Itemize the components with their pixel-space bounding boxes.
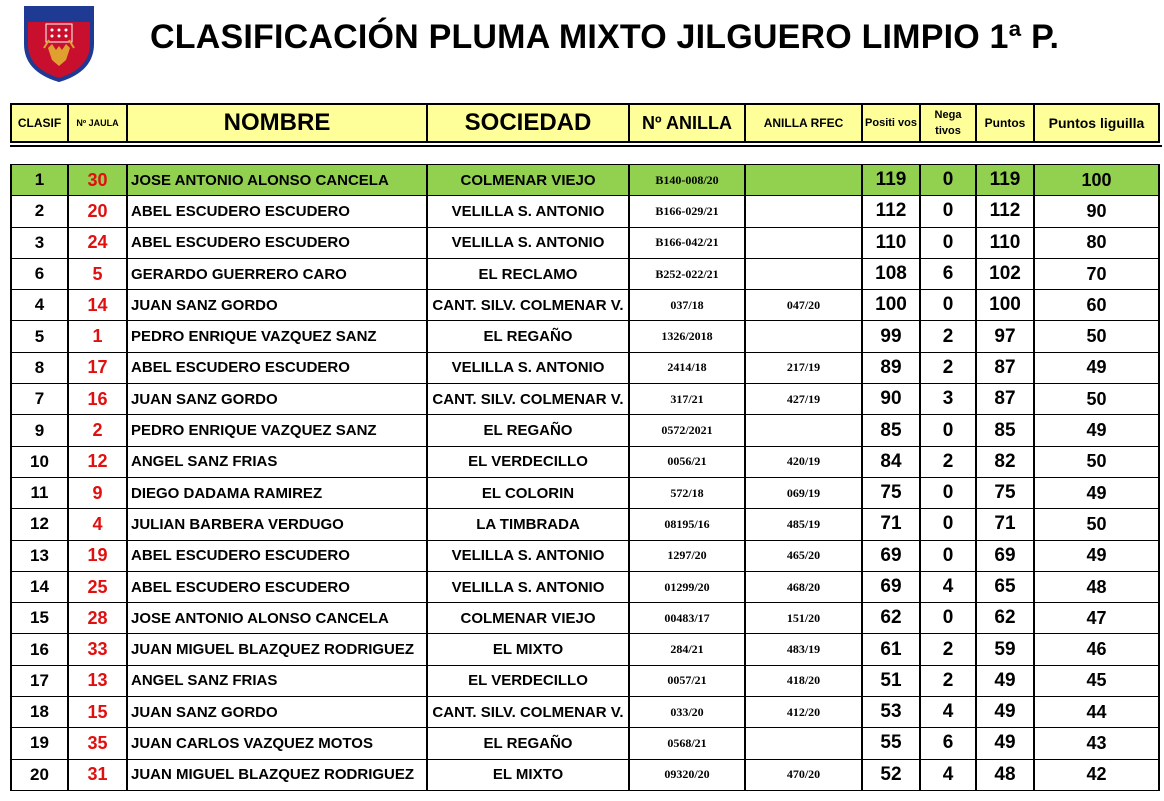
cell-jaula: 12 <box>68 446 127 477</box>
cell-nombre: GERARDO GUERRERO CARO <box>127 258 427 289</box>
cell-clasif: 17 <box>11 665 68 696</box>
cell-anilla-rfec: 069/19 <box>745 477 862 508</box>
cell-anilla: 01299/20 <box>629 571 745 602</box>
cell-anilla-rfec: 412/20 <box>745 697 862 728</box>
cell-positivos: 119 <box>862 165 920 196</box>
cell-sociedad: EL MIXTO <box>427 634 629 665</box>
cell-nombre: ABEL ESCUDERO ESCUDERO <box>127 196 427 227</box>
cell-positivos: 90 <box>862 384 920 415</box>
cell-negativos: 0 <box>920 477 976 508</box>
table-row <box>11 196 1159 227</box>
header-liguilla: Puntos liguilla <box>1034 104 1159 142</box>
cell-anilla: 0056/21 <box>629 446 745 477</box>
cell-sociedad: VELILLA S. ANTONIO <box>427 227 629 258</box>
cell-anilla: B140-008/20 <box>629 165 745 196</box>
cell-nombre: PEDRO ENRIQUE VAZQUEZ SANZ <box>127 321 427 352</box>
cell-liguilla: 45 <box>1034 665 1159 696</box>
cell-nombre: PEDRO ENRIQUE VAZQUEZ SANZ <box>127 415 427 446</box>
cell-anilla-rfec: 427/19 <box>745 384 862 415</box>
header-negativos-line2: tivos <box>935 125 961 137</box>
cell-anilla: 2414/18 <box>629 352 745 383</box>
cell-positivos: 69 <box>862 540 920 571</box>
cell-negativos: 4 <box>920 759 976 790</box>
cell-puntos: 71 <box>976 509 1034 540</box>
cell-anilla-rfec: 151/20 <box>745 603 862 634</box>
cell-puntos: 49 <box>976 697 1034 728</box>
cell-puntos: 49 <box>976 665 1034 696</box>
header-anilla: Nº ANILLA <box>629 104 745 142</box>
cell-negativos: 0 <box>920 415 976 446</box>
table-row <box>11 540 1159 571</box>
cell-anilla: 033/20 <box>629 697 745 728</box>
cell-negativos: 0 <box>920 196 976 227</box>
cell-nombre: JUAN SANZ GORDO <box>127 290 427 321</box>
cell-anilla-rfec <box>745 258 862 289</box>
cell-clasif: 7 <box>11 384 68 415</box>
table-row <box>11 290 1159 321</box>
cell-sociedad: EL COLORIN <box>427 477 629 508</box>
cell-anilla-rfec: 047/20 <box>745 290 862 321</box>
cell-anilla-rfec: 465/20 <box>745 540 862 571</box>
cell-clasif: 8 <box>11 352 68 383</box>
cell-nombre: JULIAN BARBERA VERDUGO <box>127 509 427 540</box>
cell-liguilla: 50 <box>1034 384 1159 415</box>
cell-positivos: 89 <box>862 352 920 383</box>
cell-sociedad: LA TIMBRADA <box>427 509 629 540</box>
cell-jaula: 33 <box>68 634 127 665</box>
cell-anilla-rfec: 468/20 <box>745 571 862 602</box>
table-row <box>11 321 1159 352</box>
cell-anilla: 572/18 <box>629 477 745 508</box>
cell-nombre: ANGEL SANZ FRIAS <box>127 446 427 477</box>
cell-clasif: 2 <box>11 196 68 227</box>
cell-liguilla: 90 <box>1034 196 1159 227</box>
cell-negativos: 4 <box>920 571 976 602</box>
cell-nombre: JUAN SANZ GORDO <box>127 384 427 415</box>
cell-clasif: 1 <box>11 165 68 196</box>
cell-clasif: 18 <box>11 697 68 728</box>
cell-liguilla: 49 <box>1034 352 1159 383</box>
cell-liguilla: 60 <box>1034 290 1159 321</box>
cell-sociedad: VELILLA S. ANTONIO <box>427 196 629 227</box>
cell-jaula: 31 <box>68 759 127 790</box>
cell-sociedad: EL REGAÑO <box>427 728 629 759</box>
cell-positivos: 51 <box>862 665 920 696</box>
cell-anilla: 08195/16 <box>629 509 745 540</box>
cell-positivos: 55 <box>862 728 920 759</box>
cell-sociedad: EL REGAÑO <box>427 321 629 352</box>
cell-puntos: 102 <box>976 258 1034 289</box>
table-row <box>11 446 1159 477</box>
cell-jaula: 35 <box>68 728 127 759</box>
cell-negativos: 2 <box>920 665 976 696</box>
cell-anilla: 09320/20 <box>629 759 745 790</box>
cell-jaula: 25 <box>68 571 127 602</box>
federation-shield-logo <box>22 4 96 82</box>
table-row <box>11 571 1159 602</box>
cell-puntos: 48 <box>976 759 1034 790</box>
cell-liguilla: 100 <box>1034 165 1159 196</box>
cell-positivos: 108 <box>862 258 920 289</box>
cell-jaula: 4 <box>68 509 127 540</box>
cell-liguilla: 48 <box>1034 571 1159 602</box>
cell-positivos: 112 <box>862 196 920 227</box>
table-header <box>10 103 1160 143</box>
cell-sociedad: COLMENAR VIEJO <box>427 165 629 196</box>
cell-jaula: 20 <box>68 196 127 227</box>
cell-anilla-rfec: 483/19 <box>745 634 862 665</box>
cell-clasif: 15 <box>11 603 68 634</box>
table-row <box>11 759 1159 790</box>
cell-sociedad: CANT. SILV. COLMENAR V. <box>427 384 629 415</box>
cell-positivos: 52 <box>862 759 920 790</box>
cell-clasif: 12 <box>11 509 68 540</box>
cell-anilla-rfec <box>745 728 862 759</box>
cell-nombre: JOSE ANTONIO ALONSO CANCELA <box>127 603 427 634</box>
cell-nombre: ABEL ESCUDERO ESCUDERO <box>127 352 427 383</box>
cell-liguilla: 50 <box>1034 321 1159 352</box>
cell-clasif: 6 <box>11 258 68 289</box>
cell-puntos: 119 <box>976 165 1034 196</box>
cell-liguilla: 42 <box>1034 759 1159 790</box>
header-negativos <box>920 104 976 142</box>
cell-puntos: 69 <box>976 540 1034 571</box>
cell-liguilla: 47 <box>1034 603 1159 634</box>
cell-sociedad: COLMENAR VIEJO <box>427 603 629 634</box>
cell-anilla: B166-029/21 <box>629 196 745 227</box>
cell-negativos: 0 <box>920 290 976 321</box>
cell-liguilla: 43 <box>1034 728 1159 759</box>
cell-anilla: 00483/17 <box>629 603 745 634</box>
cell-nombre: JUAN SANZ GORDO <box>127 697 427 728</box>
cell-anilla-rfec <box>745 415 862 446</box>
cell-jaula: 9 <box>68 477 127 508</box>
cell-jaula: 13 <box>68 665 127 696</box>
cell-positivos: 75 <box>862 477 920 508</box>
cell-negativos: 2 <box>920 352 976 383</box>
cell-positivos: 69 <box>862 571 920 602</box>
cell-jaula: 2 <box>68 415 127 446</box>
cell-puntos: 49 <box>976 728 1034 759</box>
cell-puntos: 110 <box>976 227 1034 258</box>
cell-nombre: JOSE ANTONIO ALONSO CANCELA <box>127 165 427 196</box>
cell-anilla-rfec: 418/20 <box>745 665 862 696</box>
cell-anilla-rfec <box>745 165 862 196</box>
cell-jaula: 28 <box>68 603 127 634</box>
cell-nombre: ABEL ESCUDERO ESCUDERO <box>127 540 427 571</box>
cell-anilla-rfec: 217/19 <box>745 352 862 383</box>
cell-negativos: 0 <box>920 227 976 258</box>
cell-negativos: 4 <box>920 697 976 728</box>
cell-negativos: 0 <box>920 603 976 634</box>
cell-anilla: 1326/2018 <box>629 321 745 352</box>
cell-anilla-rfec <box>745 227 862 258</box>
table-row <box>11 165 1159 196</box>
cell-puntos: 65 <box>976 571 1034 602</box>
cell-puntos: 82 <box>976 446 1034 477</box>
cell-sociedad: VELILLA S. ANTONIO <box>427 540 629 571</box>
cell-anilla: 037/18 <box>629 290 745 321</box>
cell-sociedad: EL REGAÑO <box>427 415 629 446</box>
cell-negativos: 6 <box>920 258 976 289</box>
cell-jaula: 24 <box>68 227 127 258</box>
header-sociedad: SOCIEDAD <box>427 104 629 142</box>
cell-nombre: JUAN MIGUEL BLAZQUEZ RODRIGUEZ <box>127 759 427 790</box>
cell-positivos: 53 <box>862 697 920 728</box>
table-row <box>11 665 1159 696</box>
cell-negativos: 2 <box>920 321 976 352</box>
table-row <box>11 603 1159 634</box>
cell-negativos: 2 <box>920 634 976 665</box>
header-jaula: Nº JAULA <box>68 104 127 142</box>
cell-nombre: ABEL ESCUDERO ESCUDERO <box>127 227 427 258</box>
cell-clasif: 3 <box>11 227 68 258</box>
cell-clasif: 5 <box>11 321 68 352</box>
cell-positivos: 85 <box>862 415 920 446</box>
cell-sociedad: CANT. SILV. COLMENAR V. <box>427 290 629 321</box>
header-puntos: Puntos <box>976 104 1034 142</box>
cell-sociedad: EL VERDECILLO <box>427 665 629 696</box>
cell-sociedad: CANT. SILV. COLMENAR V. <box>427 697 629 728</box>
cell-sociedad: EL MIXTO <box>427 759 629 790</box>
cell-clasif: 14 <box>11 571 68 602</box>
cell-clasif: 11 <box>11 477 68 508</box>
cell-positivos: 71 <box>862 509 920 540</box>
cell-liguilla: 70 <box>1034 258 1159 289</box>
cell-negativos: 0 <box>920 509 976 540</box>
cell-liguilla: 50 <box>1034 509 1159 540</box>
cell-nombre: JUAN CARLOS VAZQUEZ MOTOS <box>127 728 427 759</box>
cell-liguilla: 46 <box>1034 634 1159 665</box>
results-table <box>10 164 1160 791</box>
cell-puntos: 87 <box>976 352 1034 383</box>
cell-positivos: 84 <box>862 446 920 477</box>
cell-jaula: 19 <box>68 540 127 571</box>
header-clasif: CLASIF <box>11 104 68 142</box>
cell-negativos: 3 <box>920 384 976 415</box>
cell-negativos: 0 <box>920 540 976 571</box>
cell-clasif: 10 <box>11 446 68 477</box>
cell-nombre: ANGEL SANZ FRIAS <box>127 665 427 696</box>
table-top-rule <box>10 145 1162 147</box>
cell-anilla: B166-042/21 <box>629 227 745 258</box>
table-row <box>11 384 1159 415</box>
cell-nombre: JUAN MIGUEL BLAZQUEZ RODRIGUEZ <box>127 634 427 665</box>
cell-liguilla: 50 <box>1034 446 1159 477</box>
cell-negativos: 0 <box>920 165 976 196</box>
cell-anilla-rfec: 470/20 <box>745 759 862 790</box>
cell-positivos: 62 <box>862 603 920 634</box>
cell-anilla: 317/21 <box>629 384 745 415</box>
table-row <box>11 697 1159 728</box>
cell-puntos: 62 <box>976 603 1034 634</box>
cell-anilla: 0568/21 <box>629 728 745 759</box>
cell-puntos: 59 <box>976 634 1034 665</box>
cell-jaula: 16 <box>68 384 127 415</box>
cell-puntos: 100 <box>976 290 1034 321</box>
cell-puntos: 97 <box>976 321 1034 352</box>
cell-sociedad: EL VERDECILLO <box>427 446 629 477</box>
cell-nombre: DIEGO DADAMA RAMIREZ <box>127 477 427 508</box>
header-nombre: NOMBRE <box>127 104 427 142</box>
cell-liguilla: 80 <box>1034 227 1159 258</box>
cell-jaula: 5 <box>68 258 127 289</box>
cell-liguilla: 44 <box>1034 697 1159 728</box>
cell-jaula: 17 <box>68 352 127 383</box>
table-row <box>11 352 1159 383</box>
table-row <box>11 509 1159 540</box>
cell-puntos: 85 <box>976 415 1034 446</box>
cell-negativos: 6 <box>920 728 976 759</box>
cell-clasif: 4 <box>11 290 68 321</box>
cell-puntos: 87 <box>976 384 1034 415</box>
cell-anilla-rfec <box>745 196 862 227</box>
cell-puntos: 112 <box>976 196 1034 227</box>
cell-jaula: 14 <box>68 290 127 321</box>
table-row <box>11 258 1159 289</box>
cell-anilla: 0572/2021 <box>629 415 745 446</box>
header-positivos: Positi vos <box>862 104 920 142</box>
header-negativos-line1: Nega <box>934 109 962 121</box>
cell-anilla-rfec <box>745 321 862 352</box>
cell-jaula: 30 <box>68 165 127 196</box>
cell-sociedad: VELILLA S. ANTONIO <box>427 571 629 602</box>
cell-liguilla: 49 <box>1034 540 1159 571</box>
cell-positivos: 61 <box>862 634 920 665</box>
cell-clasif: 9 <box>11 415 68 446</box>
cell-sociedad: VELILLA S. ANTONIO <box>427 352 629 383</box>
cell-anilla: B252-022/21 <box>629 258 745 289</box>
cell-liguilla: 49 <box>1034 415 1159 446</box>
cell-anilla-rfec: 485/19 <box>745 509 862 540</box>
cell-anilla: 284/21 <box>629 634 745 665</box>
cell-liguilla: 49 <box>1034 477 1159 508</box>
cell-jaula: 15 <box>68 697 127 728</box>
cell-puntos: 75 <box>976 477 1034 508</box>
cell-positivos: 99 <box>862 321 920 352</box>
page-title: CLASIFICACIÓN PLUMA MIXTO JILGUERO LIMPIO 1ª P. <box>150 18 1060 56</box>
cell-negativos: 2 <box>920 446 976 477</box>
cell-clasif: 19 <box>11 728 68 759</box>
header-anilla-rfec: ANILLA RFEC <box>745 104 862 142</box>
table-row <box>11 415 1159 446</box>
cell-clasif: 13 <box>11 540 68 571</box>
table-row <box>11 477 1159 508</box>
cell-clasif: 20 <box>11 759 68 790</box>
cell-sociedad: EL RECLAMO <box>427 258 629 289</box>
cell-clasif: 16 <box>11 634 68 665</box>
table-row <box>11 634 1159 665</box>
cell-anilla: 0057/21 <box>629 665 745 696</box>
cell-positivos: 100 <box>862 290 920 321</box>
cell-anilla: 1297/20 <box>629 540 745 571</box>
cell-jaula: 1 <box>68 321 127 352</box>
cell-positivos: 110 <box>862 227 920 258</box>
table-row <box>11 227 1159 258</box>
cell-nombre: ABEL ESCUDERO ESCUDERO <box>127 571 427 602</box>
cell-anilla-rfec: 420/19 <box>745 446 862 477</box>
table-row <box>11 728 1159 759</box>
